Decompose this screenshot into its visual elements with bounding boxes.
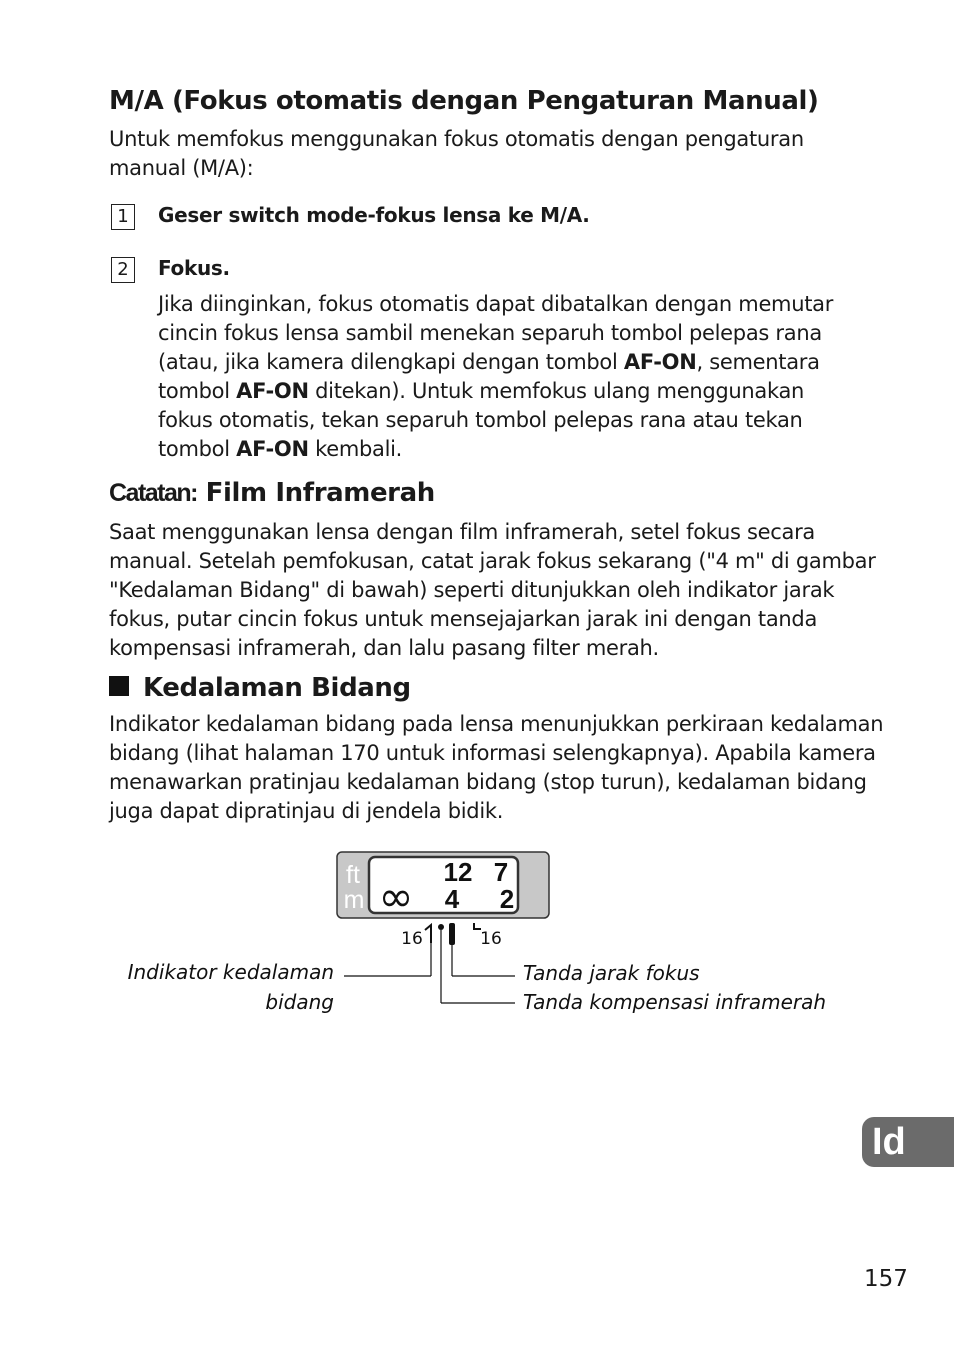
section-body: Indikator kedalaman bidang pada lensa menunjukkan perkiraan kedalaman bidang (lihat halaman 170 untuk informasi selengkapnya). Apabila kamera menawarkan pratinjau kedalaman bidang (stop turun), kedalaman bidang juga dapat dipratinjau di jendela bidik. bbox=[109, 712, 884, 823]
note-body: Saat menggunakan lensa dengan film inframerah, setel fokus secara manual. Setelah pemfokusan, catat jarak fokus sekarang ("4 m" di gambar "Kedalaman Bidang" di bawah) seperti ditunjukkan oleh indikator jarak fokus, putar cincin fokus untuk mensejajarkan jarak ini dengan tanda kompensasi inframerah, dan lalu pasang filter merah. bbox=[109, 520, 876, 660]
step-1-title: Geser switch mode-fokus lensa ke M/A. bbox=[158, 203, 590, 227]
step-1-number: 1 bbox=[111, 204, 135, 230]
square-bullet-icon bbox=[109, 676, 129, 696]
label-focus-mark: Tanda jarak fokus bbox=[523, 961, 700, 985]
dof-tick-left-icon bbox=[425, 925, 431, 943]
dof-tick-right-icon bbox=[474, 923, 481, 929]
note-title: Film Inframerah bbox=[197, 478, 435, 508]
ft-value: 7 bbox=[493, 857, 509, 887]
label-dof-indicator-2: bidang bbox=[265, 990, 334, 1014]
step-2-title: Fokus. bbox=[158, 256, 230, 280]
intro-paragraph: Untuk memfokus menggunakan fokus otomatis dengan pengaturan manual (M/A): bbox=[109, 127, 804, 180]
page-heading: M/A (Fokus otomatis dengan Pengaturan Manual) bbox=[109, 86, 819, 116]
step-2-number: 2 bbox=[111, 257, 135, 283]
section-heading bbox=[109, 673, 411, 703]
language-tab: Id bbox=[862, 1117, 954, 1167]
af-on-label: AF-ON bbox=[623, 350, 697, 374]
dof-scale-right: 16 bbox=[480, 929, 502, 949]
m-value: 2 bbox=[499, 884, 515, 914]
unit-ft: ft bbox=[346, 861, 360, 889]
step-2-body: Jika diinginkan, fokus otomatis dapat dibatalkan dengan memutar cincin fokus lensa sambil menekan separuh tombol pelepas rana (atau, jika kamera dilengkapi dengan tombol AF-ON, sementara tombol AF-ON ditekan). Untuk memfokus ulang menggunakan fokus otomatis, tekan separuh tombol pelepas rana atau tekan tombol AF-ON kembali. bbox=[158, 292, 834, 461]
af-on-label: AF-ON bbox=[236, 437, 309, 461]
label-ir-mark: Tanda kompensasi inframerah bbox=[523, 990, 827, 1014]
note-heading bbox=[109, 478, 435, 508]
depth-of-field-diagram bbox=[110, 845, 850, 1025]
dof-scale-left: 16 bbox=[401, 929, 423, 949]
unit-m: m bbox=[343, 886, 365, 914]
ft-value: 12 bbox=[443, 857, 473, 887]
label-dof-indicator: Indikator kedalaman bbox=[127, 960, 334, 984]
note-label: Catatan: bbox=[109, 479, 198, 507]
section-title: Kedalaman Bidang bbox=[143, 673, 411, 703]
focus-distance-mark bbox=[449, 923, 455, 945]
infinity-mark: ∞ bbox=[378, 872, 414, 921]
infrared-mark-dot bbox=[438, 924, 444, 930]
af-on-label: AF-ON bbox=[236, 379, 309, 403]
m-value: 4 bbox=[444, 884, 460, 914]
page-number: 157 bbox=[864, 1266, 908, 1292]
